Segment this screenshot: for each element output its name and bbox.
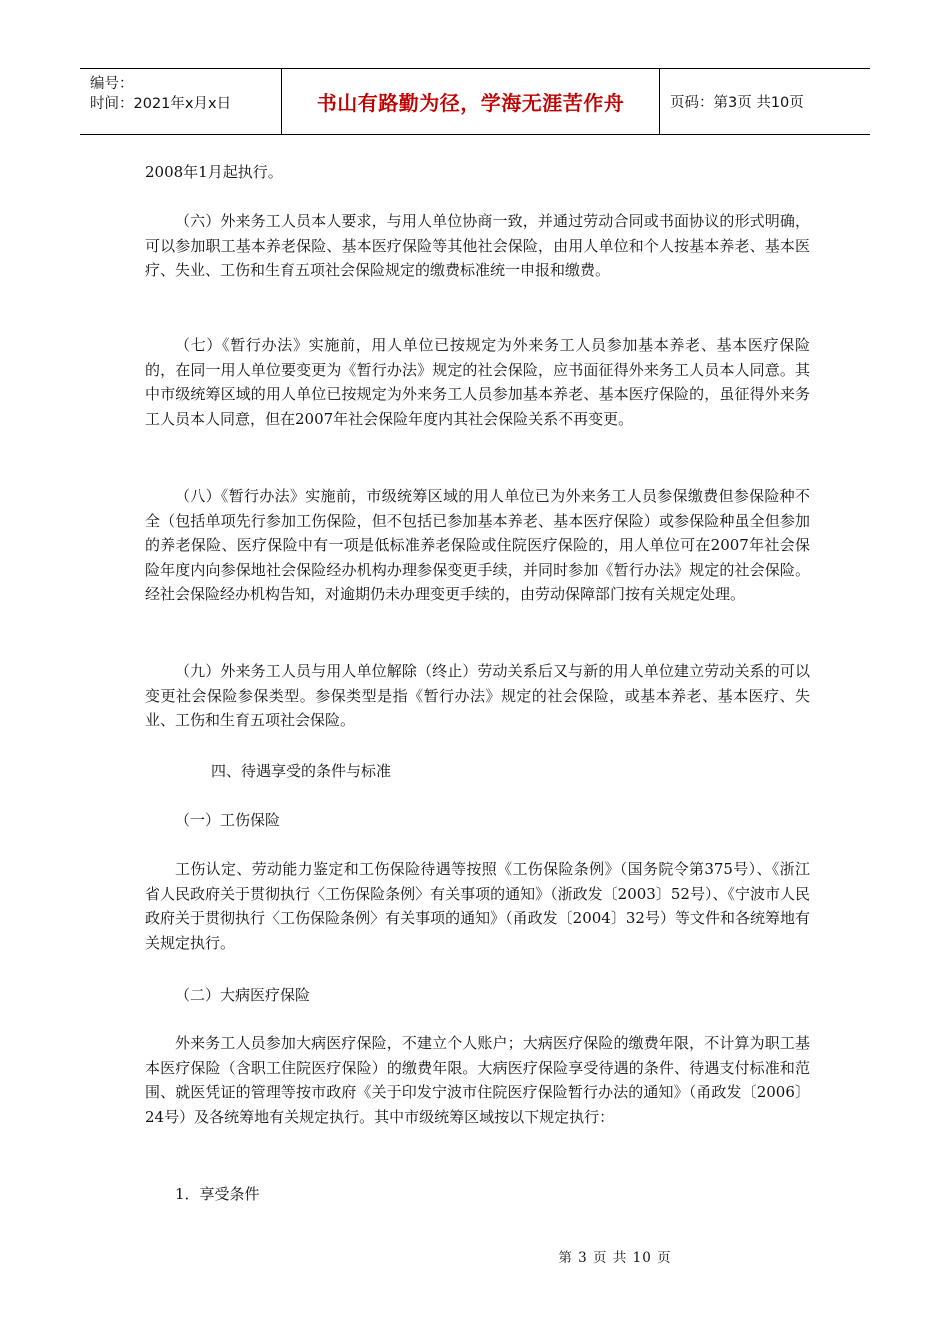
section-heading-4: 四、待遇享受的条件与标准: [211, 762, 392, 780]
subheading-major-illness: （二）大病医疗保险: [175, 986, 311, 1004]
paragraph-7: （七）《暂行办法》实施前，用人单位已按规定为外来务工人员参加基本养老、基本医疗保险的，在同一用人单位要变更为《暂行办法》规定的社会保险，应书面征得外来务工人员本人同意。其中市级统筹区域的用人单位已按规定为外来务工人员参加基本养老、基本医疗保险的，虽征得外来务工人员本人同意，但在2007年社会保险年度内其社会保险关系不再变更。: [145, 336, 810, 428]
subheading-eligibility: 1．享受条件: [175, 1185, 260, 1203]
paragraph-continuation: 2008年1月起执行。: [145, 163, 283, 181]
paragraph-6: （六）外来务工人员本人要求，与用人单位协商一致，并通过劳动合同或书面协议的形式明确，可以参加职工基本养老保险、基本医疗保险等其他社会保险，由用人单位和个人按基本养老、基本医疗、失业、工伤和生育五项社会保险规定的缴费标准统一申报和缴费。: [145, 212, 810, 279]
header-page-info: 页码：第3页 共10页: [670, 95, 804, 111]
code-label: 编号：: [90, 76, 134, 92]
page-footer: 第 3 页 共 10 页: [558, 1250, 672, 1266]
paragraph-8: （八）《暂行办法》实施前，市级统筹区域的用人单位已为外来务工人员参保缴费但参保险种不全（包括单项先行参加工伤保险，但不包括已参加基本养老、基本医疗保险）或参保险种虽全但参加的养老保险、医疗保险中有一项是低标准养老保险或住院医疗保险的，用人单位可在2007年社会保险年度内向参保地社会保险经办机构办理参保变更手续，并同时参加《暂行办法》规定的社会保险。经社会保险经办机构告知，对逾期仍未办理变更手续的，由劳动保障部门按有关规定处理。: [145, 487, 810, 603]
header-meta: [80, 69, 282, 134]
header-motto: 书山有路勤为径，学海无涯苦作舟: [282, 69, 660, 134]
time-label: 时间：2021年x月x日: [90, 96, 232, 112]
paragraph-work-injury: 工伤认定、劳动能力鉴定和工伤保险待遇等按照《工伤保险条例》（国务院令第375号）、《浙江省人民政府关于贯彻执行〈工伤保险条例〉有关事项的通知》（浙政发〔2003〕52号）、《宁波市人民政府关于贯彻执行〈工伤保险条例〉有关事项的通知》（甬政发〔2004〕32号）等文件和各统筹地有关规定执行。: [145, 860, 810, 952]
paragraph-9: （九）外来务工人员与用人单位解除（终止）劳动关系后又与新的用人单位建立劳动关系的可以变更社会保险参保类型。参保类型是指《暂行办法》规定的社会保险，或基本养老、基本医疗、失业、工伤和生育五项社会保险。: [145, 662, 810, 729]
paragraph-major-illness: 外来务工人员参加大病医疗保险，不建立个人账户；大病医疗保险的缴费年限，不计算为职工基本医疗保险（含职工住院医疗保险）的缴费年限。大病医疗保险享受待遇的条件、待遇支付标准和范围、就医凭证的管理等按市政府《关于印发宁波市住院医疗保险暂行办法的通知》（甬政发〔2006〕24号）及各统筹地有关规定执行。其中市级统筹区域按以下规定执行：: [145, 1034, 810, 1126]
subheading-work-injury: （一）工伤保险: [175, 811, 281, 829]
page-header: [80, 68, 870, 135]
